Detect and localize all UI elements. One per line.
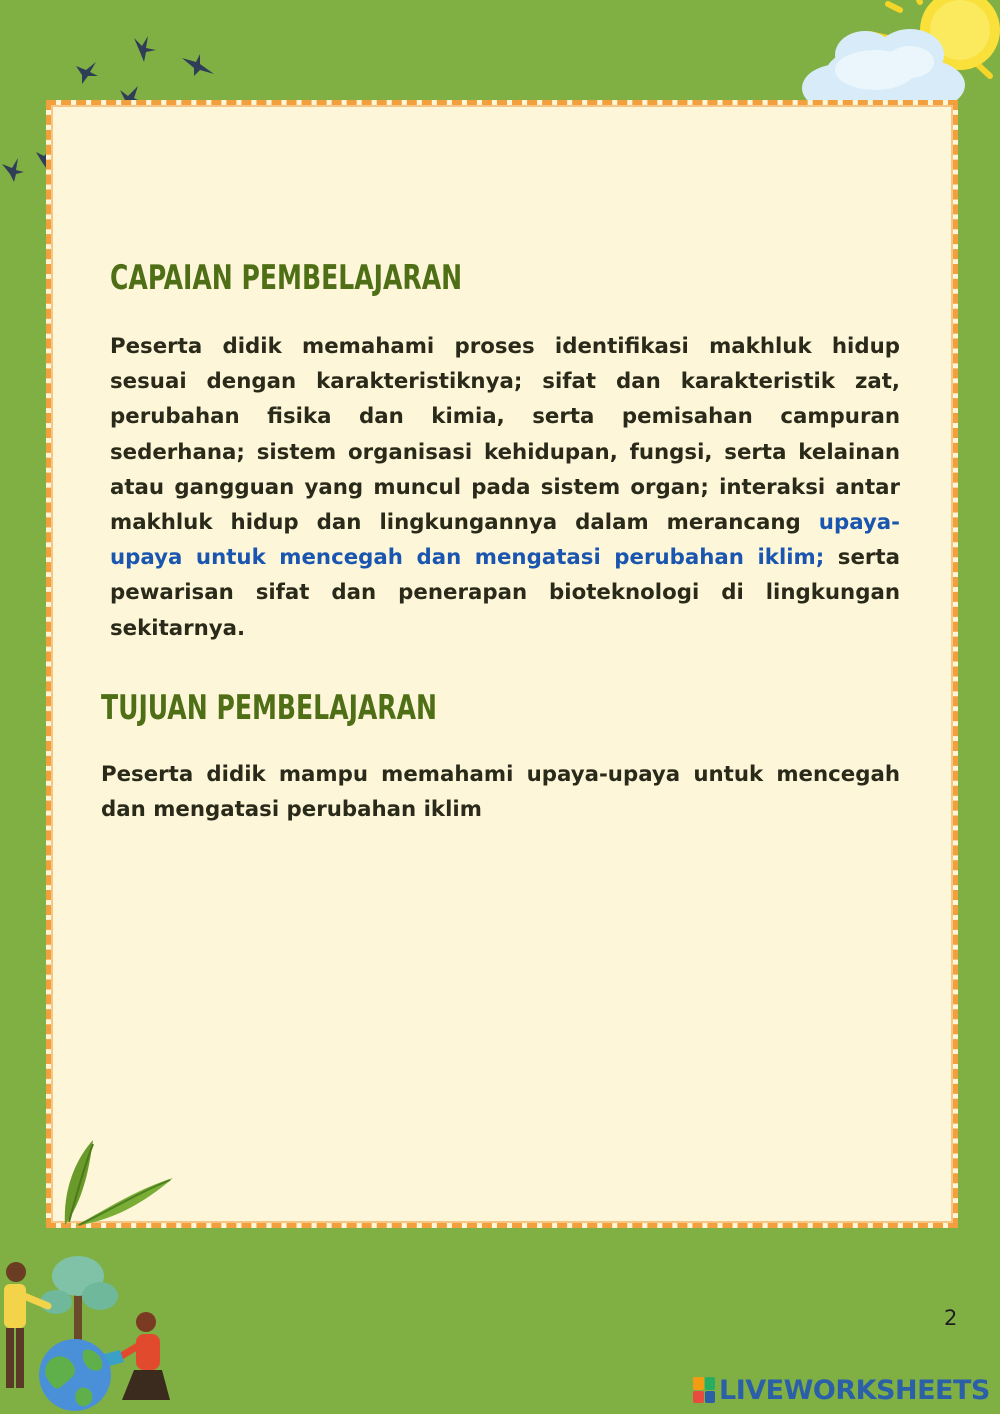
liveworksheets-logo-icon: [693, 1377, 715, 1403]
capaian-text-part1: Peserta didik memahami proses identifikasi makhluk hidup sesuai dengan karakteristiknya; sifat dan karakteristik zat, perubahan fisika dan kimia, serta pemisahan campuran sederhana; sistem organisasi kehidupan, fungsi, serta kelainan atau gangguan yang muncul pada sistem organ; interaksi antar makhluk hidup dan lingkungannya dalam merancang: [110, 334, 900, 536]
capaian-text-part2: serta pewarisan sifat dan penerapan bioteknologi di lingkungan sekitarnya.: [110, 545, 900, 641]
tujuan-paragraph: Peserta didik mampu memahami upaya-upaya untuk mencegah dan mengatasi perubahan iklim: [101, 762, 900, 823]
leaves-illustration: [55, 1130, 185, 1230]
liveworksheets-brand[interactable]: [693, 1372, 990, 1408]
tujuan-heading: TUJUAN PEMBELAJARAN: [101, 688, 438, 728]
capaian-heading: CAPAIAN PEMBELAJARAN: [110, 258, 463, 298]
capaian-highlight: upaya-upaya untuk mencegah dan mengatasi perubahan iklim;: [110, 510, 900, 571]
brand-name: LIVEWORKSHEETS: [719, 1374, 990, 1406]
capaian-paragraph: [110, 329, 900, 646]
page-number: 2: [944, 1306, 958, 1330]
people-planting-globe-illustration: [0, 1250, 190, 1414]
